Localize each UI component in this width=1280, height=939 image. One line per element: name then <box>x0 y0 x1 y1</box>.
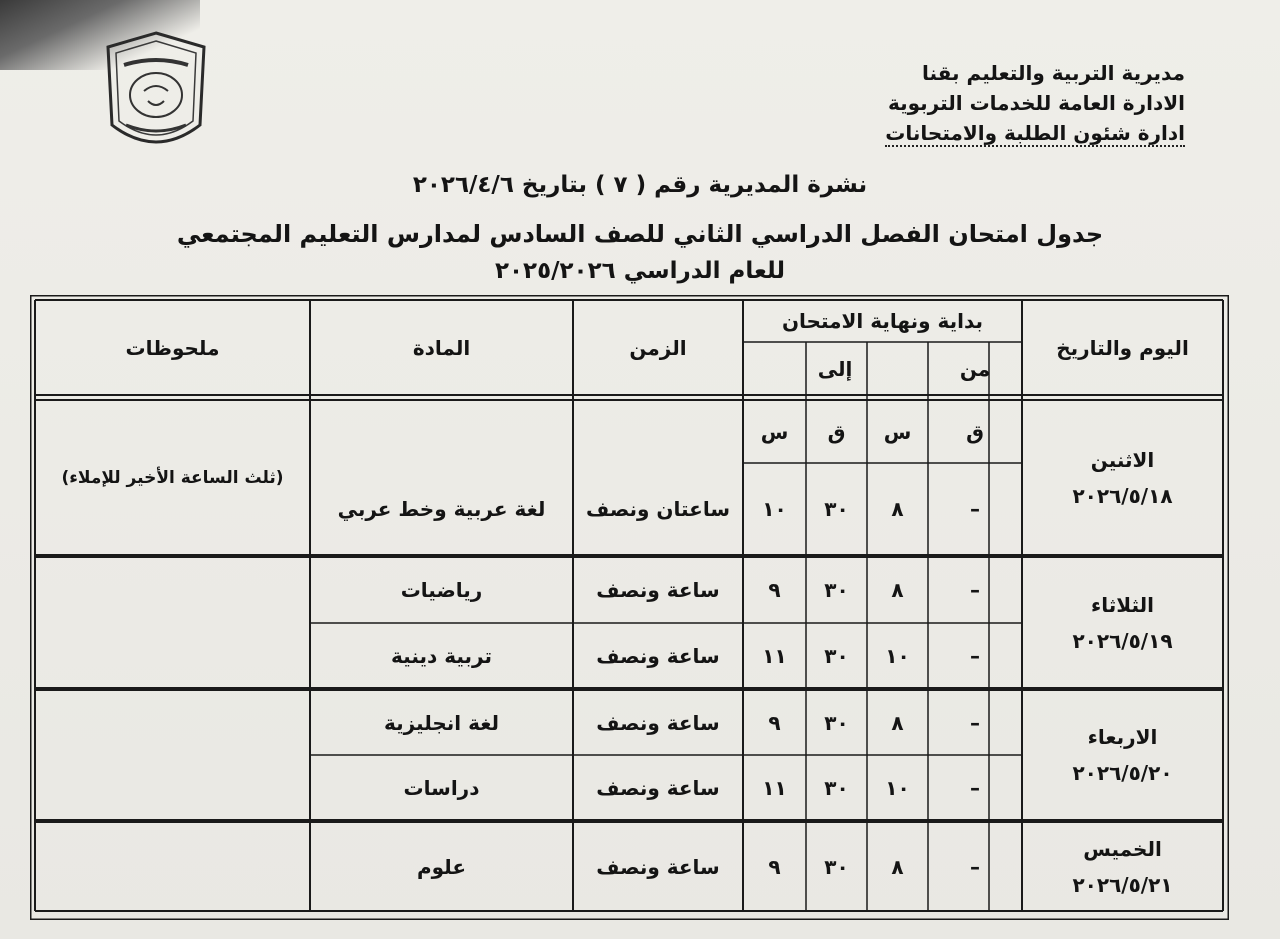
from-minute-cell: – <box>970 775 980 800</box>
from-minute-cell: – <box>970 643 980 668</box>
duration-cell: ساعة ونصف <box>596 578 720 602</box>
academic-year: للعام الدراسي ٢٠٢٥/٢٠٢٦ <box>494 258 786 284</box>
day-date-cell <box>1022 400 1223 555</box>
exam-schedule-table <box>30 295 1229 920</box>
duration-cell: ساعة ونصف <box>596 854 720 879</box>
from-minute-cell: – <box>970 710 980 735</box>
day-date-cell <box>1022 690 1223 820</box>
notes-cell <box>35 822 310 911</box>
subject-cell: لغة انجليزية <box>383 710 500 735</box>
day-date-cell <box>1022 822 1223 911</box>
duration-cell: ساعة ونصف <box>596 775 720 800</box>
subject-cell: تربية دينية <box>391 643 492 668</box>
exam-date: ٢٠٢٦/٥/٢٠ <box>1072 761 1173 785</box>
day-name: الاربعاء <box>1087 725 1158 749</box>
subject-cell: رياضيات <box>400 578 483 602</box>
to-minute-cell: ٣٠ <box>824 578 849 602</box>
office-line: ادارة شئون الطلبة والامتحانات <box>885 121 1185 145</box>
directorate-line: مديرية التربية والتعليم بقنا <box>921 61 1185 85</box>
notes-cell <box>35 690 310 820</box>
to-hour-cell: ١١ <box>762 643 787 668</box>
subheader-from-minute: ق <box>966 419 984 444</box>
issuing-authority <box>885 58 1185 148</box>
duration-cell: ساعتان ونصف <box>586 497 731 521</box>
header-day-date: اليوم والتاريخ <box>1056 335 1189 360</box>
notes-cell <box>35 557 310 688</box>
duration-cell: ساعة ونصف <box>596 710 720 735</box>
from-hour-cell: ٨ <box>891 578 904 602</box>
to-hour-cell: ١٠ <box>762 497 787 521</box>
subheader-from-hour: س <box>883 419 912 444</box>
from-hour-cell: ١٠ <box>885 775 910 800</box>
subheader-to-hour: س <box>760 419 789 444</box>
from-hour-cell: ١٠ <box>885 643 910 668</box>
subject-cell: لغة عربية وخط عربي <box>337 497 546 521</box>
duration-cell: ساعة ونصف <box>596 643 720 668</box>
subject-cell: علوم <box>416 854 467 879</box>
day-name: الثلاثاء <box>1091 592 1154 617</box>
bulletin-number: نشرة المديرية رقم ( ٧ ) بتاريخ ٢٠٢٦/٤/٦ <box>412 172 868 198</box>
header-subject: المادة <box>412 335 471 360</box>
from-minute-cell: – <box>970 578 980 602</box>
header-notes: ملحوظات <box>125 335 220 360</box>
exam-date: ٢٠٢٦/٥/١٩ <box>1072 628 1173 653</box>
to-hour-cell: ١١ <box>762 775 787 800</box>
day-name: الاثنين <box>1090 447 1155 472</box>
day-date-cell <box>1022 557 1223 688</box>
notes-cell: (ثلث الساعة الأخير للإملاء) <box>61 467 284 488</box>
from-minute-cell: – <box>970 854 980 879</box>
document-title: جدول امتحان الفصل الدراسي الثاني للصف السادس لمدارس التعليم المجتمعي <box>176 220 1104 248</box>
header-duration: الزمن <box>629 335 687 360</box>
from-hour-cell: ٨ <box>891 497 904 521</box>
department-line: الادارة العامة للخدمات التربوية <box>887 91 1185 115</box>
to-hour-cell: ٩ <box>768 854 781 879</box>
header-exam-time: بداية ونهاية الامتحان <box>781 309 984 333</box>
subheader-to-minute: ق <box>827 419 846 444</box>
ministry-logo <box>96 25 216 165</box>
from-hour-cell: ٨ <box>891 710 904 735</box>
to-minute-cell: ٣٠ <box>824 710 849 735</box>
to-minute-cell: ٣٠ <box>824 497 849 521</box>
to-minute-cell: ٣٠ <box>824 775 849 800</box>
exam-date: ٢٠٢٦/٥/٢١ <box>1072 872 1173 897</box>
subject-cell: دراسات <box>403 775 480 800</box>
to-minute-cell: ٣٠ <box>824 643 849 668</box>
header-from: من <box>959 356 991 381</box>
day-name: الخميس <box>1083 836 1162 861</box>
exam-date: ٢٠٢٦/٥/١٨ <box>1072 483 1173 508</box>
to-hour-cell: ٩ <box>768 578 781 602</box>
from-hour-cell: ٨ <box>891 854 904 879</box>
to-hour-cell: ٩ <box>768 710 781 735</box>
header-to: إلى <box>817 356 853 381</box>
to-minute-cell: ٣٠ <box>824 854 849 879</box>
from-minute-cell: – <box>970 497 980 521</box>
